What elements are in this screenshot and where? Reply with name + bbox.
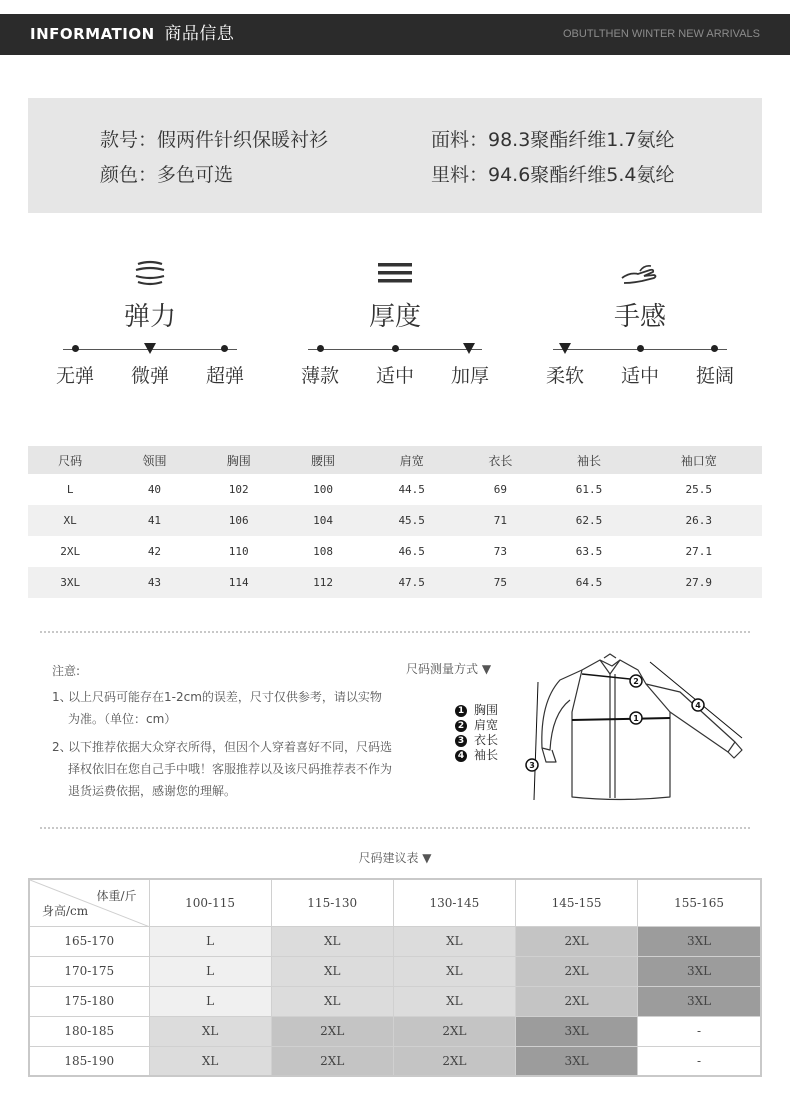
weight-header: 100-115 xyxy=(149,879,271,926)
table-cell: 25.5 xyxy=(685,483,712,496)
legend-item xyxy=(455,748,498,763)
table-cell: 69 xyxy=(493,483,507,496)
table-cell: XL xyxy=(28,505,112,536)
note-item xyxy=(52,736,392,802)
legend-number: 2 xyxy=(455,720,467,732)
table-cell: 112 xyxy=(281,567,365,598)
legend-item xyxy=(455,703,498,718)
table-cell: 63.5 xyxy=(575,545,603,558)
recommend-title: 尺码建议表 ▼ xyxy=(358,851,432,865)
notes-block xyxy=(52,660,392,802)
scale-selected-marker xyxy=(463,343,475,354)
property-name: 弹力 xyxy=(123,302,176,332)
level-label: 超弹 xyxy=(205,365,244,387)
hand-feel-icon xyxy=(620,256,660,290)
elastic-waves-icon xyxy=(130,256,170,290)
dotted-divider xyxy=(40,827,750,829)
size-recommend-table xyxy=(28,878,762,1077)
header-bar xyxy=(0,14,790,55)
size-cell: - xyxy=(638,1016,761,1046)
property-scales xyxy=(0,250,790,400)
height-cell: 185-190 xyxy=(29,1046,149,1076)
size-cell: XL xyxy=(271,986,393,1016)
scale-dot xyxy=(711,345,718,352)
legend-item xyxy=(455,718,498,733)
table-row xyxy=(29,1046,761,1076)
measure-title: 尺码测量方式 ▼ xyxy=(406,662,492,676)
level-label: 薄款 xyxy=(300,365,339,387)
height-cell: 175-180 xyxy=(29,986,149,1016)
property-name: 厚度 xyxy=(368,302,421,332)
size-cell: L xyxy=(149,926,271,956)
level-label: 无弹 xyxy=(55,365,94,387)
table-cell: 108 xyxy=(313,545,333,558)
header-title xyxy=(30,14,234,55)
table-row xyxy=(29,956,761,986)
size-cell: 3XL xyxy=(638,986,761,1016)
scale-dot xyxy=(637,345,644,352)
info-fabric: 面料：98.3聚酯纤维1.7氨纶 xyxy=(431,129,675,151)
note-number: 2、 xyxy=(52,740,72,754)
info-color: 颜色：多色可选 xyxy=(100,164,234,186)
svg-text:2: 2 xyxy=(633,677,639,686)
weight-header: 115-130 xyxy=(271,879,393,926)
level-label: 适中 xyxy=(375,365,414,387)
table-cell: 43 xyxy=(112,567,196,598)
size-cell: 2XL xyxy=(515,986,637,1016)
size-cell: 3XL xyxy=(515,1016,637,1046)
level-label: 适中 xyxy=(620,365,659,387)
size-cell: XL xyxy=(149,1046,271,1076)
property-thickness xyxy=(290,250,500,400)
legend-item xyxy=(455,733,498,748)
size-cell: XL xyxy=(393,926,515,956)
table-cell: 75 xyxy=(458,567,542,598)
recommend-header-row xyxy=(29,879,761,926)
legend-number: 3 xyxy=(455,735,467,747)
size-table-header xyxy=(28,446,762,474)
column-header: 袖长 xyxy=(543,446,636,474)
legend-label: 肩宽 xyxy=(474,718,499,732)
table-cell: 2XL xyxy=(60,545,81,558)
table-cell: 40 xyxy=(147,483,162,496)
table-cell: 27.1 xyxy=(685,545,712,558)
header-subtitle: OBUTLTHEN WINTER NEW ARRIVALS xyxy=(562,28,760,40)
size-cell: 2XL xyxy=(515,956,637,986)
size-cell: 2XL xyxy=(271,1016,393,1046)
column-header: 胸围 xyxy=(197,446,281,474)
weight-axis-label: 体重/斤 xyxy=(96,889,137,903)
column-header: 肩宽 xyxy=(365,446,458,474)
note-item xyxy=(52,686,392,730)
size-cell: XL xyxy=(271,956,393,986)
table-cell: 47.5 xyxy=(365,567,458,598)
legend-number: 4 xyxy=(455,750,467,762)
shirt-measure-diagram xyxy=(520,652,752,804)
property-elastic xyxy=(45,250,255,400)
table-cell: 64.5 xyxy=(543,567,636,598)
table-row xyxy=(28,505,762,536)
table-cell: 71 xyxy=(458,505,542,536)
table-cell: L xyxy=(66,483,74,496)
size-cell: 2XL xyxy=(515,926,637,956)
size-cell: L xyxy=(149,986,271,1016)
table-row xyxy=(28,567,762,598)
table-cell: 45.5 xyxy=(365,505,458,536)
level-label: 柔软 xyxy=(545,365,584,387)
size-cell: 2XL xyxy=(393,1016,515,1046)
height-cell: 170-175 xyxy=(29,956,149,986)
note-number: 1、 xyxy=(52,690,72,704)
weight-header: 155-165 xyxy=(638,879,761,926)
size-cell: - xyxy=(638,1046,761,1076)
size-cell: XL xyxy=(149,1016,271,1046)
scale-dot xyxy=(317,345,324,352)
table-row xyxy=(29,1016,761,1046)
size-cell: XL xyxy=(271,926,393,956)
table-cell: 41 xyxy=(112,505,196,536)
legend-label: 胸围 xyxy=(474,703,499,717)
table-row xyxy=(29,926,761,956)
table-corner-cell xyxy=(29,879,149,926)
note-text: 以上尺码可能存在1-2cm的误差，尺寸仅供参考，请以实物为准。（单位：cm） xyxy=(68,690,382,726)
scale-dot xyxy=(392,345,399,352)
size-cell: L xyxy=(149,956,271,986)
level-label: 加厚 xyxy=(450,365,489,387)
info-lining: 里料：94.6聚酯纤维5.4氨纶 xyxy=(431,164,675,186)
table-cell: 102 xyxy=(228,483,249,496)
table-cell: 73 xyxy=(493,545,507,558)
product-info-panel xyxy=(28,98,762,213)
notes-title: 注意: xyxy=(52,664,81,678)
table-cell: 61.5 xyxy=(575,483,603,496)
svg-text:4: 4 xyxy=(695,701,701,710)
scale-dot xyxy=(72,345,79,352)
scale-dot xyxy=(221,345,228,352)
legend-number: 1 xyxy=(455,705,467,717)
property-name: 手感 xyxy=(613,302,666,332)
column-header: 衣长 xyxy=(458,446,542,474)
table-row xyxy=(28,474,762,505)
table-row xyxy=(29,986,761,1016)
height-cell: 165-170 xyxy=(29,926,149,956)
svg-text:1: 1 xyxy=(633,714,639,723)
weight-header: 145-155 xyxy=(515,879,637,926)
legend-label: 袖长 xyxy=(474,748,499,762)
table-cell: 46.5 xyxy=(398,545,425,558)
table-cell: 42 xyxy=(147,545,162,558)
height-cell: 180-185 xyxy=(29,1016,149,1046)
info-style: 款号：假两件针织保暖衬衫 xyxy=(100,129,329,151)
dotted-divider xyxy=(40,631,750,633)
table-cell: 3XL xyxy=(28,567,112,598)
size-table xyxy=(28,446,762,598)
column-header: 尺码 xyxy=(28,446,112,474)
column-header: 领围 xyxy=(112,446,196,474)
column-header: 袖口宽 xyxy=(636,446,762,474)
property-hand-feel xyxy=(535,250,745,400)
level-label: 挺阔 xyxy=(695,365,734,387)
note-text: 以下推荐依据大众穿衣所得，但因个人穿着喜好不同，尺码选择权依旧在您自己手中哦！客服推荐以及该尺码推荐表不作为退货运费依据，感谢您的理解。 xyxy=(68,740,393,798)
size-cell: 3XL xyxy=(515,1046,637,1076)
legend-label: 衣长 xyxy=(474,733,499,747)
scale-selected-marker xyxy=(144,343,156,354)
svg-text:3: 3 xyxy=(529,761,535,770)
table-cell: 27.9 xyxy=(636,567,762,598)
size-cell: XL xyxy=(393,986,515,1016)
size-cell: 2XL xyxy=(393,1046,515,1076)
header-title-en: INFORMATION xyxy=(30,25,155,43)
scale-selected-marker xyxy=(559,343,571,354)
table-cell: 26.3 xyxy=(636,505,762,536)
level-label: 微弹 xyxy=(130,365,169,387)
table-row xyxy=(28,536,762,567)
table-cell: 44.5 xyxy=(398,483,425,496)
table-cell: 106 xyxy=(197,505,281,536)
size-cell: 3XL xyxy=(638,956,761,986)
weight-header: 130-145 xyxy=(393,879,515,926)
table-cell: 62.5 xyxy=(543,505,636,536)
size-cell: XL xyxy=(393,956,515,986)
height-axis-label: 身高/cm xyxy=(42,903,89,918)
column-header: 腰围 xyxy=(281,446,365,474)
thickness-layers-icon xyxy=(375,256,415,290)
size-cell: 2XL xyxy=(271,1046,393,1076)
header-title-cn: 商品信息 xyxy=(164,24,235,44)
measure-legend xyxy=(455,703,498,763)
table-cell: 114 xyxy=(197,567,281,598)
table-cell: 110 xyxy=(228,545,249,558)
table-cell: 100 xyxy=(313,483,333,496)
table-cell: 104 xyxy=(281,505,365,536)
size-cell: 3XL xyxy=(638,926,761,956)
